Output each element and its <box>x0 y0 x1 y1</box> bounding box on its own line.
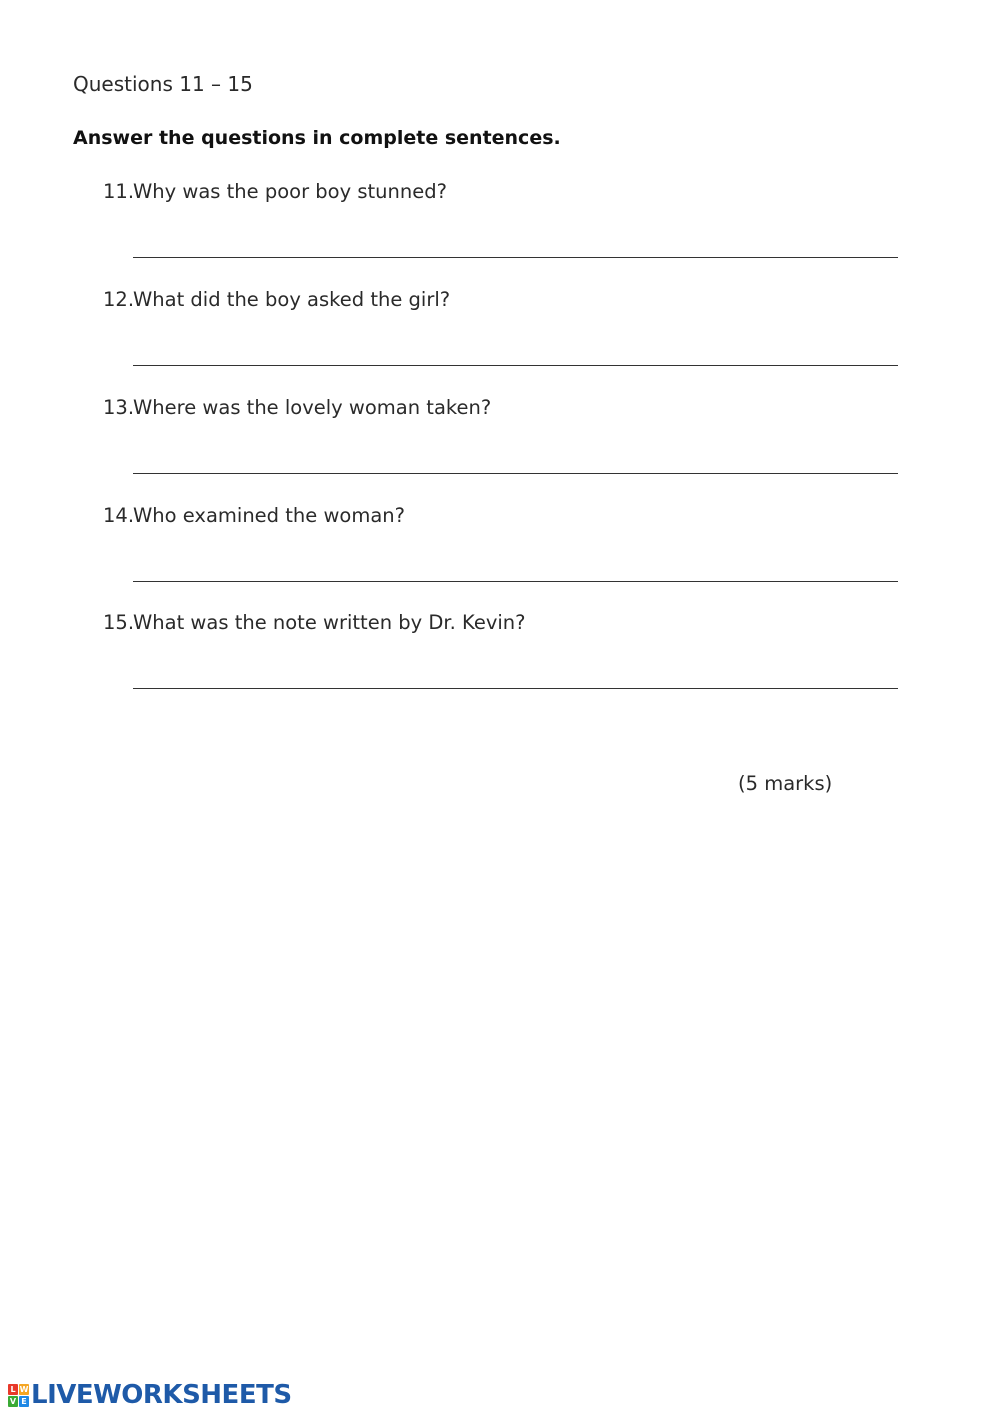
logo-text: LIVEWORKSHEETS <box>31 1380 292 1410</box>
question-item <box>103 504 903 528</box>
answer-input-12[interactable] <box>133 338 898 366</box>
marks-label: (5 marks) <box>738 772 833 795</box>
section-heading: Questions 11 – 15 <box>73 72 253 96</box>
question-line <box>103 504 903 528</box>
logo-block: L <box>8 1384 18 1395</box>
liveworksheets-logo[interactable] <box>8 1380 292 1410</box>
question-text: What did the boy asked the girl? <box>133 288 451 311</box>
question-number: 12. <box>103 288 135 311</box>
question-item <box>103 396 903 420</box>
logo-mark-icon <box>8 1384 29 1407</box>
question-number: 13. <box>103 396 135 419</box>
logo-block: E <box>19 1396 29 1407</box>
question-number: 14. <box>103 504 135 527</box>
question-number: 15. <box>103 611 135 634</box>
answer-input-13[interactable] <box>133 446 898 474</box>
question-item <box>103 180 903 204</box>
question-item <box>103 288 903 312</box>
question-item <box>103 611 903 635</box>
question-number: 11. <box>103 180 135 203</box>
question-line <box>103 396 903 420</box>
instruction-text: Answer the questions in complete sentences. <box>73 127 561 149</box>
question-text: Who examined the woman? <box>133 504 405 527</box>
answer-input-15[interactable] <box>133 661 898 689</box>
answer-input-11[interactable] <box>133 230 898 258</box>
question-text: Where was the lovely woman taken? <box>133 396 492 419</box>
logo-block: W <box>19 1384 29 1394</box>
question-text: What was the note written by Dr. Kevin? <box>133 611 526 634</box>
question-line <box>103 180 903 204</box>
answer-input-14[interactable] <box>133 554 898 582</box>
question-text: Why was the poor boy stunned? <box>133 180 447 203</box>
question-line <box>103 611 903 635</box>
logo-block: V <box>9 1396 17 1406</box>
question-line <box>103 288 903 312</box>
